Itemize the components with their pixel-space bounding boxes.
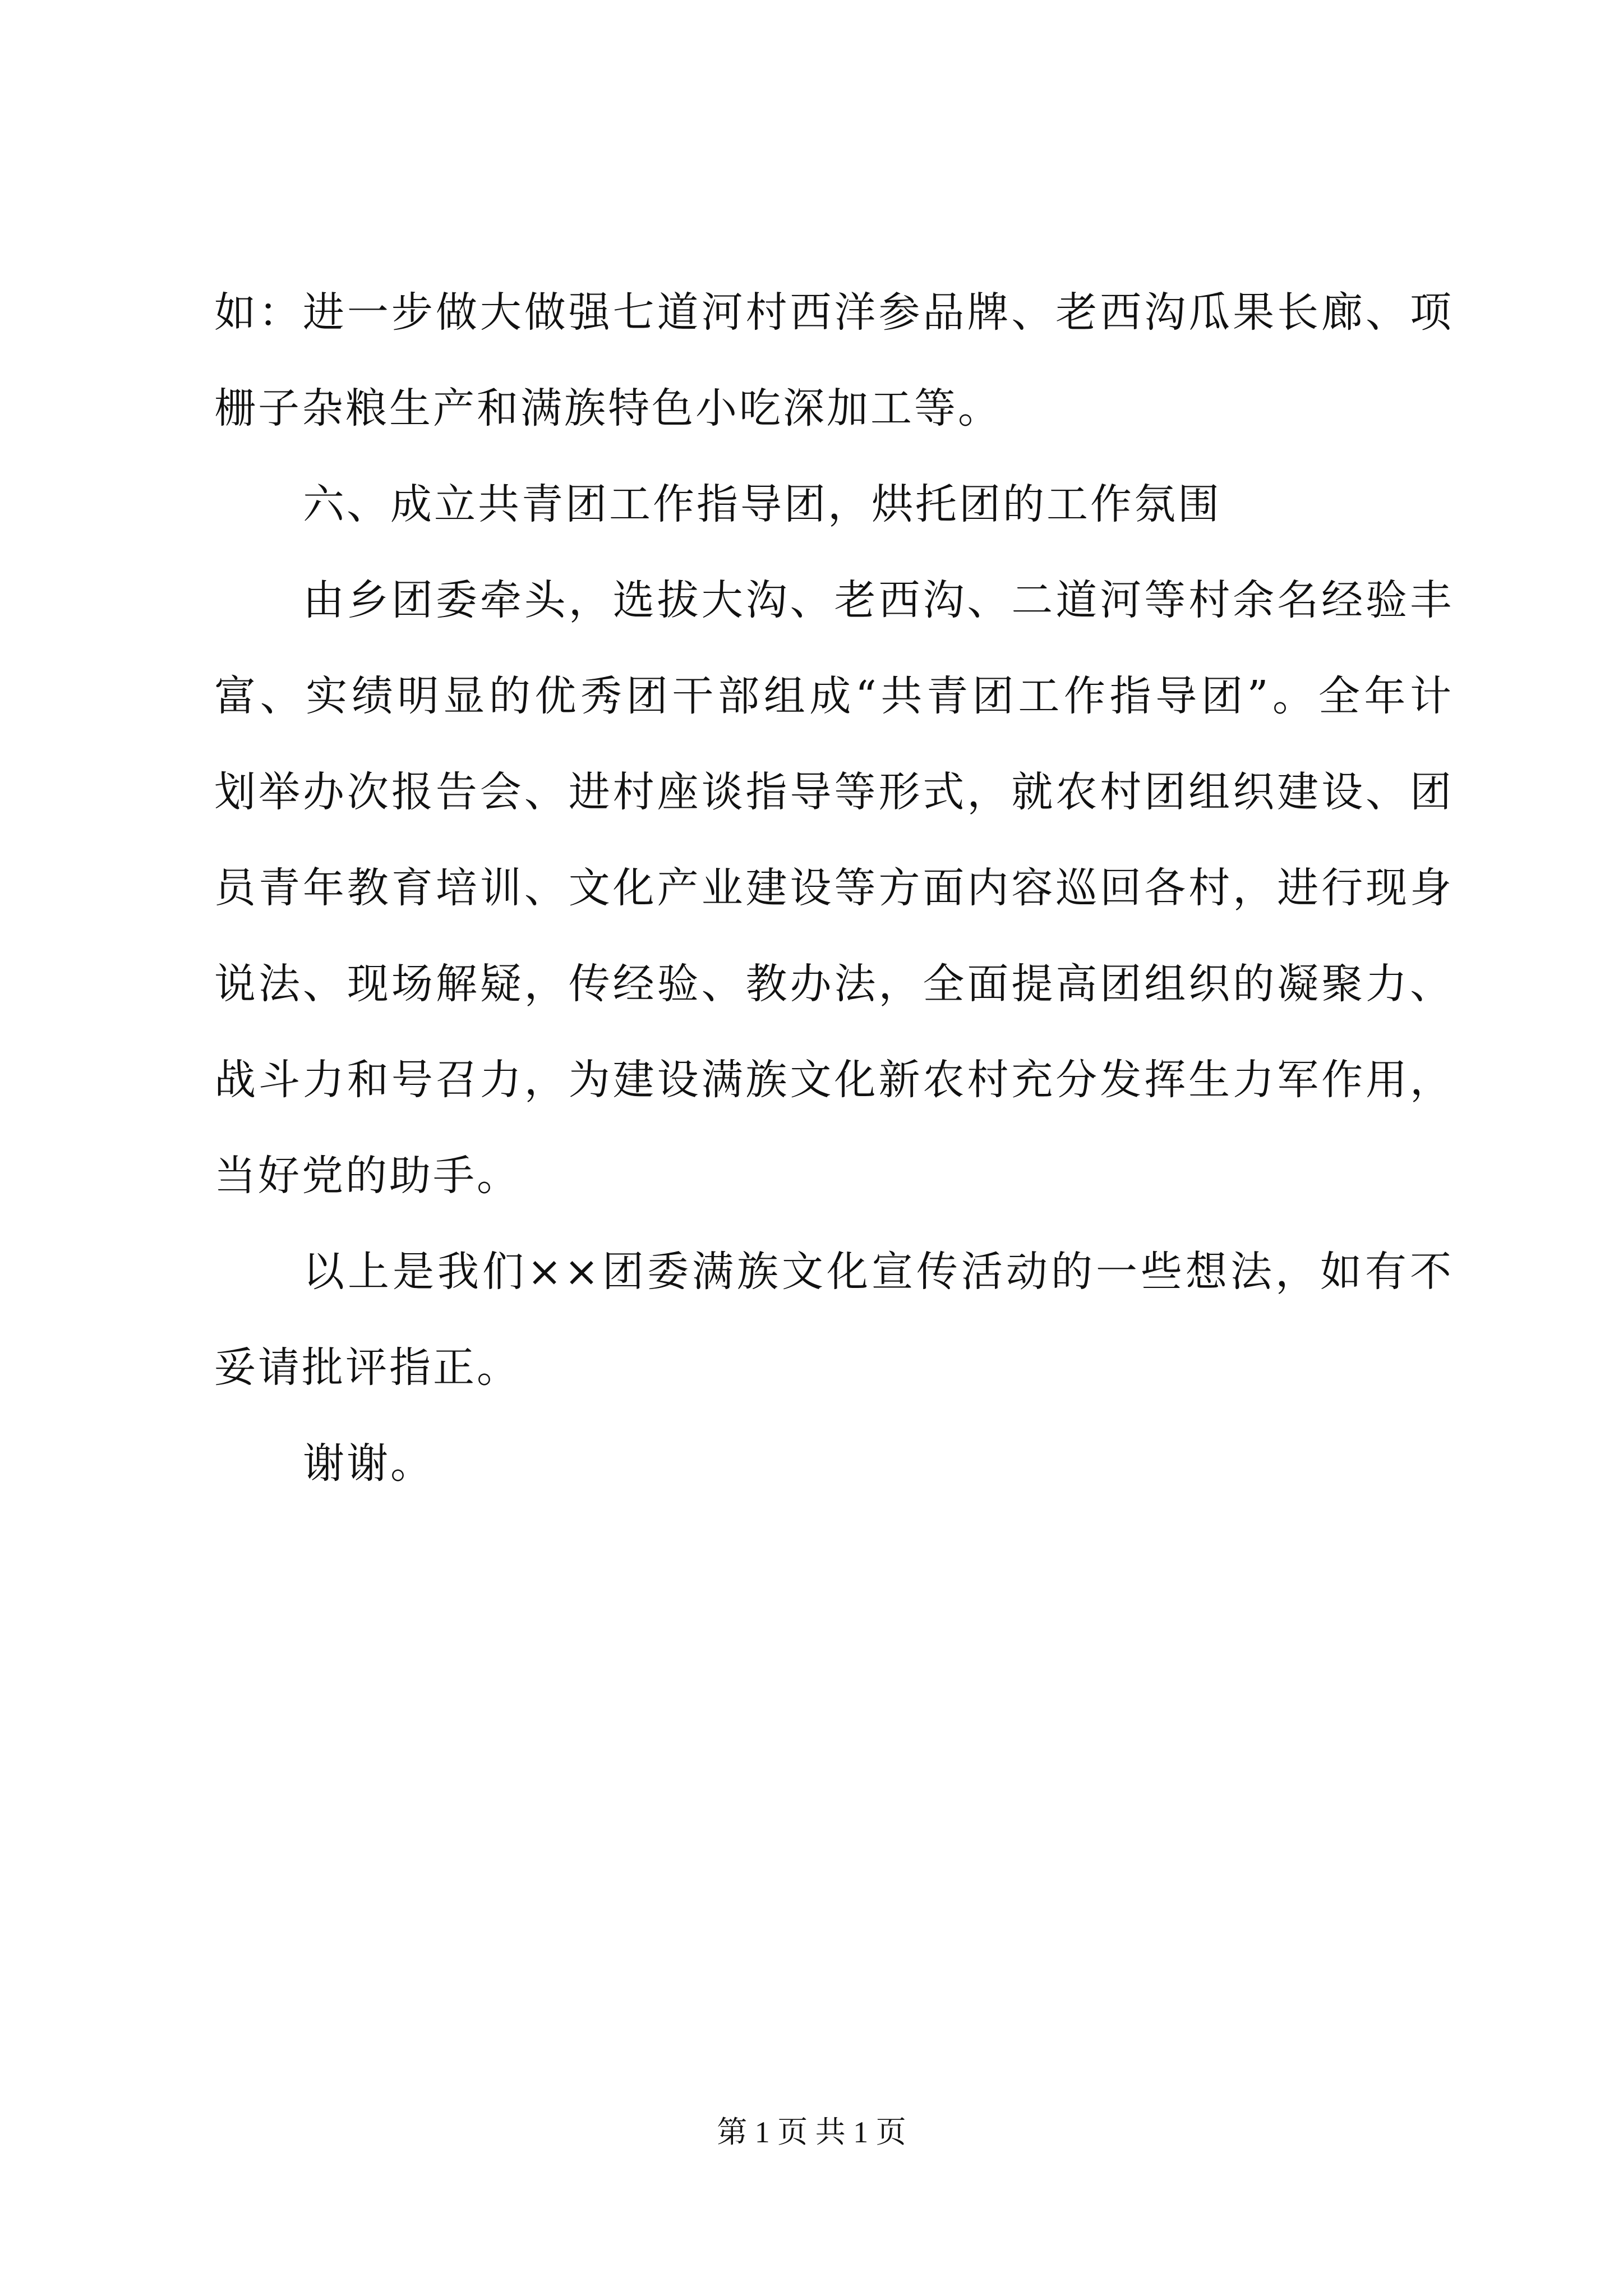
paragraph-line: 富、实绩明显的优秀团干部组成“共青团工作指导团”。全年计 (214, 672, 1454, 720)
paragraph-line: 由乡团委牵头，选拔大沟、老西沟、二道河等村余名经验丰 (303, 576, 1454, 624)
paragraph-line: 当好党的助手。 (214, 1152, 520, 1200)
paragraph-line: 战斗力和号召力，为建设满族文化新农村充分发挥生力军作用， (214, 1056, 1454, 1104)
section-heading: 六、成立共青团工作指导团，烘托团的工作氛围 (303, 480, 1221, 528)
paragraph-line: 妥请批评指正。 (214, 1343, 520, 1392)
page-number-footer: 第 1 页 共 1 页 (717, 2115, 906, 2149)
paragraph-line: 如：进一步做大做强七道河村西洋参品牌、老西沟瓜果长廊、项 (214, 288, 1454, 337)
closing-line: 谢谢。 (303, 1439, 434, 1488)
paragraph-line: 说法、现场解疑，传经验、教办法，全面提高团组织的凝聚力、 (214, 960, 1454, 1008)
paragraph-line: 栅子杂粮生产和满族特色小吃深加工等。 (214, 384, 1002, 432)
paragraph-line: 划举办次报告会、进村座谈指导等形式，就农村团组织建设、团 (214, 768, 1454, 816)
document-body (214, 288, 1454, 1539)
paragraph-line: 员青年教育培训、文化产业建设等方面内容巡回各村，进行现身 (214, 864, 1454, 912)
paragraph-line: 以上是我们××团委满族文化宣传活动的一些想法，如有不 (303, 1248, 1454, 1296)
